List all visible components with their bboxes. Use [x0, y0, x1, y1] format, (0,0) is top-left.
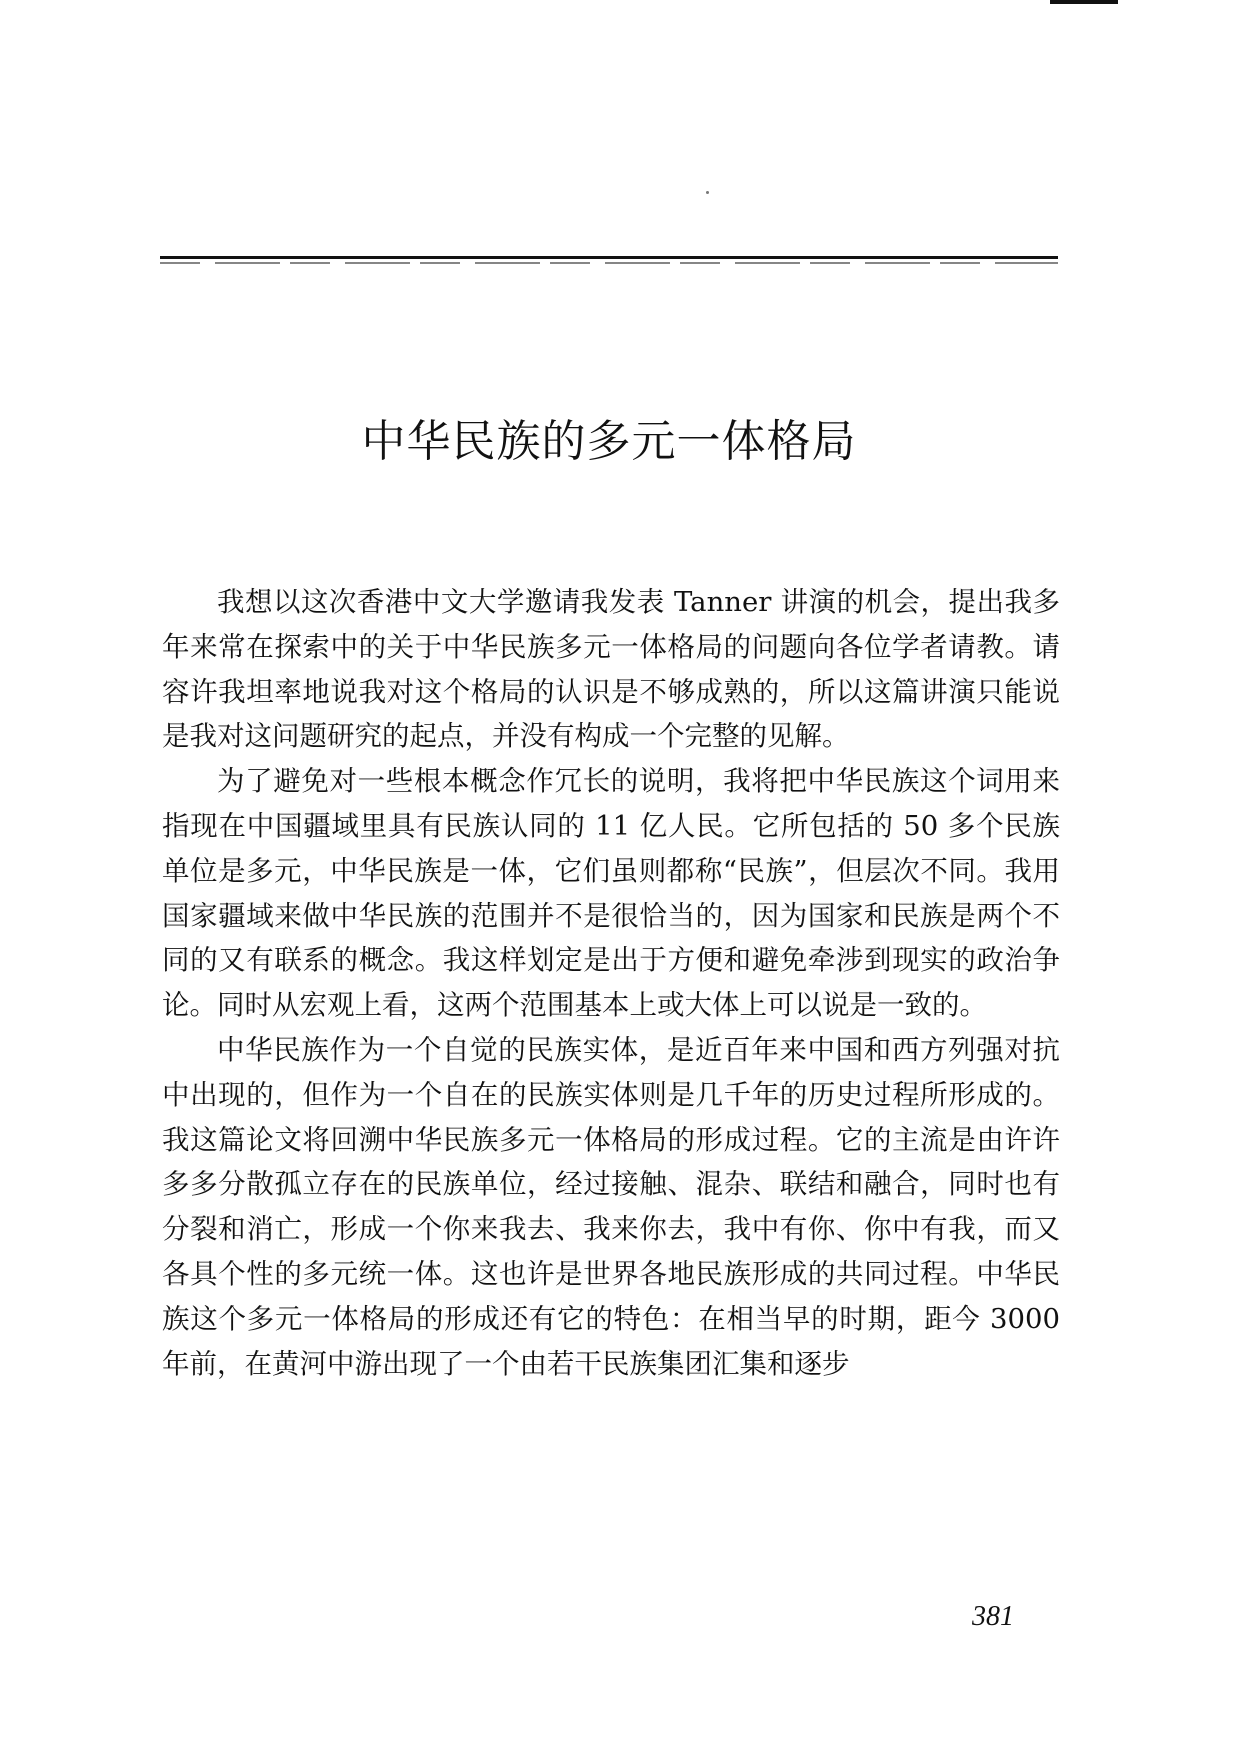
paragraph-3: 中华民族作为一个自觉的民族实体，是近百年来中国和西方列强对抗中出现的，但作为一个自在的民族实体则是几千年的历史过程所形成的。我这篇论文将回溯中华民族多元一体格局的形成过程。它的主流是由许许多多分散孤立存在的民族单位，经过接触、混杂、联结和融合，同时也有分裂和消亡，形成一个你来我去、我来你去，我中有你、你中有我，而又各具个性的多元统一体。这也许是世界各地民族形成的共同过程。中华民族这个多元一体格局的形成还有它的特色：在相当早的时期，距今 3000 年前，在黄河中游出现了一个由若干民族集团汇集和逐步	[162, 1033, 1060, 1380]
header-rule-secondary	[160, 262, 1058, 264]
page-number: 381	[972, 1601, 1014, 1632]
scan-speck	[706, 191, 709, 194]
corner-mark	[1050, 0, 1118, 4]
header-rule	[160, 256, 1058, 259]
article-title: 中华民族的多元一体格局	[361, 416, 857, 467]
paragraph-1: 我想以这次香港中文大学邀请我发表 Tanner 讲演的机会，提出我多年来常在探索中的关于中华民族多元一体格局的问题向各位学者请教。请容许我坦率地说我对这个格局的认识是不够成熟的，所以这篇讲演只能说是我对这问题研究的起点，并没有构成一个完整的见解。	[162, 586, 1060, 753]
article-body	[162, 580, 1060, 1386]
paragraph-2: 为了避免对一些根本概念作冗长的说明，我将把中华民族这个词用来指现在中国疆域里具有民族认同的 11 亿人民。它所包括的 50 多个民族单位是多元，中华民族是一体，它们虽则都称“民族”，但层次不同。我用国家疆域来做中华民族的范围并不是很恰当的，因为国家和民族是两个不同的又有联系的概念。我这样划定是出于方便和避免牵涉到现实的政治争论。同时从宏观上看，这两个范围基本上或大体上可以说是一致的。	[162, 765, 1060, 1022]
